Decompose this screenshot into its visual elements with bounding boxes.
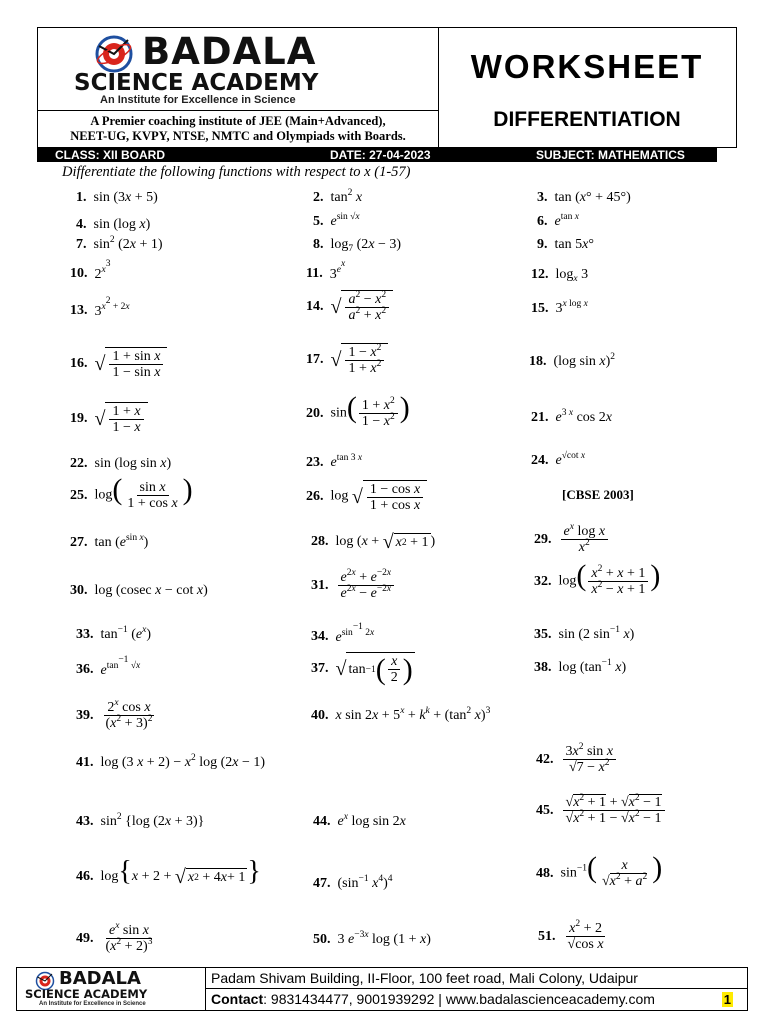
question-number: 29.	[534, 531, 552, 547]
academy-panel	[38, 28, 439, 147]
question-number: 36.	[76, 661, 94, 677]
expression: $e^x$ log sin 2x	[337, 812, 406, 829]
expression: log (x + √ x 2 + 1 )	[335, 531, 436, 553]
question-number: 46.	[76, 869, 94, 884]
question-number: 8.	[313, 237, 324, 252]
question-19	[70, 402, 148, 435]
page-number: 1	[723, 992, 731, 1007]
worksheet-topic: DIFFERENTIATION	[493, 108, 681, 131]
expression: x $\sin 2x + 5^x + k^k + (\tan^2$ x)$^3$	[335, 706, 491, 723]
expression: ($\sin^{-1}$ $x^4)^4$	[337, 874, 393, 891]
cbse-note	[562, 487, 634, 503]
question-number: 21.	[531, 410, 549, 425]
expression: $\tan^2 x$	[330, 188, 363, 205]
question-48	[536, 850, 663, 889]
expression: log (cosec x − cot x)	[94, 583, 208, 598]
question-13	[70, 296, 130, 320]
question-3	[537, 190, 631, 206]
question-number: 27.	[70, 535, 88, 550]
question-24	[531, 453, 585, 469]
subject-label: SUBJECT: MATHEMATICS	[536, 148, 685, 162]
question-41	[76, 755, 265, 771]
expression: √ $\frac{1 + x}{1 - x}$	[95, 402, 148, 435]
question-number: 9.	[537, 237, 548, 252]
expression: $3^{x log x}$	[555, 299, 588, 316]
question-number: 38.	[534, 660, 552, 675]
question-number: 19.	[70, 410, 88, 426]
expression: $2^{x^3}$	[94, 259, 111, 282]
question-number: 20.	[306, 405, 324, 421]
question-number: 25.	[70, 487, 88, 503]
question-49	[76, 923, 157, 954]
question-number: 4.	[76, 217, 87, 232]
expression: $3^{e^x}$	[329, 259, 346, 282]
expression: √ tan −1 ( $\frac{x}{2}$ )	[335, 652, 413, 686]
question-40	[311, 708, 490, 724]
footer-brand-subtitle: SCIENCE ACADEMY	[25, 987, 148, 1001]
question-4	[76, 217, 150, 233]
question-23	[306, 455, 362, 471]
question-5	[313, 214, 360, 230]
question-32	[534, 558, 661, 597]
expression: tan 5x°	[554, 237, 594, 252]
class-label: CLASS: XII BOARD	[55, 148, 166, 162]
footer-brand-name: BADALA	[59, 968, 141, 989]
question-15	[531, 301, 588, 317]
question-35	[534, 627, 634, 643]
question-51	[538, 921, 609, 952]
question-number: 18.	[529, 354, 547, 369]
question-number: 14.	[306, 298, 324, 314]
question-number: 39.	[76, 707, 94, 723]
worksheet-header	[37, 27, 737, 148]
question-number: 11.	[306, 265, 323, 281]
brand-subtitle: SCIENCE ACADEMY	[74, 70, 319, 96]
footer-address: Padam Shivam Building, II-Floor, 100 feet road, Mali Colony, Udaipur	[205, 968, 747, 989]
question-number: 32.	[534, 573, 552, 589]
expression: sin (2 $\sin^{-1} x$)	[558, 625, 635, 642]
question-12	[531, 267, 588, 283]
title-panel	[438, 28, 736, 147]
expression: $\frac{e^{2x} + e^{-2x}}{e^{2x} - e^{-2x}}$	[336, 570, 397, 601]
question-number: 6.	[537, 214, 548, 229]
cbse-reference: [CBSE 2003]	[562, 487, 634, 502]
question-29	[534, 524, 610, 555]
question-7	[76, 237, 163, 253]
question-number: 43.	[76, 814, 94, 829]
expression: $e^{√cot x}$	[555, 451, 586, 468]
coaching-description	[38, 114, 438, 144]
question-number: 15.	[531, 301, 549, 316]
contact-label: Contact	[211, 991, 264, 1007]
question-10	[70, 259, 111, 283]
expression: $e^{sin^{-1} 2x}$	[335, 622, 375, 645]
question-46	[76, 856, 261, 888]
question-14	[306, 290, 393, 323]
question-21	[531, 410, 612, 426]
question-25	[70, 472, 193, 511]
expression: $\sin^{-1}$( $\frac{x}{√x^2 + a^2}$ )	[560, 850, 663, 889]
question-number: 17.	[306, 351, 324, 367]
expression: √ $\frac{\text{1 + sin x}}{\text{1 − sin x}}$	[95, 347, 168, 380]
expression: √ $\frac{1 - x^2}{1 + x^2}$	[331, 343, 389, 376]
expression: $e^{tan^{-1} √x}$	[100, 655, 141, 678]
question-39	[76, 700, 157, 731]
question-number: 40.	[311, 708, 329, 723]
question-number: 1.	[76, 190, 87, 205]
question-33	[76, 627, 151, 643]
question-number: 37.	[311, 660, 329, 676]
question-6	[537, 214, 579, 230]
question-27	[70, 535, 148, 551]
question-8	[313, 237, 401, 253]
expression: $e^{tan x}$	[554, 212, 579, 229]
footer-logo-block	[17, 968, 206, 1010]
question-number: 30.	[70, 583, 88, 598]
question-9	[537, 237, 594, 253]
expression: $3^{x^2 + 2x}$	[94, 296, 130, 319]
question-1	[76, 190, 158, 206]
footer-contact	[205, 989, 747, 1010]
question-number: 51.	[538, 928, 556, 944]
question-43	[76, 814, 204, 830]
question-16	[70, 347, 167, 380]
question-number: 35.	[534, 627, 552, 642]
expression: $\frac{e^x \log x}{x^2}$	[559, 524, 611, 555]
question-number: 3.	[537, 190, 548, 205]
expression: $\frac{e^x \sin x}{(x^2 + 2)^3}$	[105, 921, 153, 954]
question-34	[311, 622, 375, 646]
expression: log( $\frac{x^2 + x + 1}{x^2 - x + 1}$ )	[558, 558, 661, 597]
expression: $\log_x 3$	[555, 267, 589, 284]
expression: sin (3x + 5)	[93, 190, 158, 205]
expression: log( $\frac{\text{sin x}}{\text{1 + cos x}}$ )	[94, 472, 193, 511]
question-42	[536, 744, 618, 775]
expression: 3 $e^{-3x}$ log (1 + x)	[337, 930, 431, 947]
question-number: 41.	[76, 755, 94, 770]
question-17	[306, 343, 388, 376]
expression: sin( $\frac{1 + x^2}{1 - x^2}$ )	[330, 390, 410, 429]
expression: √ $\frac{a^2 - x^2}{a^2 + x^2}$	[331, 290, 394, 323]
question-number: 33.	[76, 627, 94, 642]
question-37	[311, 652, 415, 685]
question-number: 44.	[313, 814, 331, 829]
question-20	[306, 390, 410, 429]
question-22	[70, 456, 171, 472]
academy-logo-block	[38, 28, 438, 111]
expression: (log sin x)$^2$	[553, 352, 616, 369]
expression: tan (x° + 45°)	[554, 190, 631, 205]
question-number: 42.	[536, 751, 554, 767]
coaching-line-2: NEET-UG, KVPY, NTSE, NMTC and Olympiads with Boards.	[70, 129, 406, 143]
instruction: Differentiate the following functions with respect to x (1-57)	[62, 164, 411, 180]
worksheet-title: WORKSHEET	[470, 48, 704, 85]
question-47	[313, 876, 393, 892]
expression: $e^{sin √x}$	[330, 212, 360, 229]
info-bar	[37, 148, 717, 162]
expression: sin (log x)	[93, 217, 151, 232]
question-number: 26.	[306, 488, 324, 504]
question-number: 45.	[536, 802, 554, 818]
question-number: 7.	[76, 237, 87, 252]
question-number: 48.	[536, 865, 554, 881]
expression: $\log_7 (2x - 3)$	[330, 237, 402, 254]
expression: $\log (\tan^{-1}$ x)	[558, 658, 627, 675]
expression: $\tan (e^{sin x})$	[94, 533, 149, 550]
expression: sin (log sin x)	[94, 456, 172, 471]
expression: $\frac{√x^2 + 1 + √x^2 - 1}{√x^2 + 1 - √x^2 - 1}$	[561, 795, 667, 826]
question-number: 49.	[76, 930, 94, 946]
question-45	[536, 795, 667, 826]
expression: $\frac{3x^2 \sin x}{√7 - x^2}$	[561, 744, 619, 775]
question-38	[534, 660, 626, 676]
question-26	[306, 480, 427, 513]
question-number: 23.	[306, 455, 324, 470]
question-number: 13.	[70, 302, 88, 318]
question-31	[311, 570, 396, 601]
question-number: 31.	[311, 577, 329, 593]
date-label: DATE: 27-04-2023	[330, 148, 431, 162]
question-number: 5.	[313, 214, 324, 229]
footer-brand-tagline: An Institute for Excellence in Science	[39, 1001, 146, 1007]
question-18	[529, 354, 615, 370]
expression: log (3 $x + 2) - x^2$ log (2x − 1)	[100, 753, 266, 770]
expression: $\frac{2^x \cos x}{(x^2 + 3)^2}$	[105, 698, 153, 731]
expression: $e^{tan 3 x}$	[330, 453, 363, 470]
question-number: 12.	[531, 267, 549, 282]
question-number: 28.	[311, 534, 329, 549]
worksheet-footer	[16, 967, 748, 1011]
contact-details: : 9831434477, 9001939292 | www.badalascienceacademy.com	[263, 991, 655, 1007]
question-2	[313, 190, 362, 206]
expression: $e^{3 x}$ cos 2x	[555, 408, 612, 425]
question-50	[313, 932, 431, 948]
question-30	[70, 583, 208, 599]
expression: log{x + 2 + √ x 2 + 4 x + 1 }	[100, 856, 261, 888]
expression: log √ $\frac{\text{1 − cos x}}{\text{1 + cos x}}$	[331, 480, 428, 513]
question-36	[76, 655, 141, 679]
question-number: 10.	[70, 265, 88, 281]
question-number: 47.	[313, 876, 331, 891]
question-number: 34.	[311, 628, 329, 644]
question-number: 22.	[70, 456, 88, 471]
question-number: 50.	[313, 932, 331, 947]
logo-icon	[94, 34, 134, 74]
question-number: 16.	[70, 355, 88, 371]
expression: $\tan^{-1} (e^x)$	[100, 625, 151, 642]
expression: $\sin^2 \{\log$ (2x + 3)}	[100, 812, 205, 829]
question-28	[311, 533, 435, 551]
question-number: 2.	[313, 190, 324, 205]
question-44	[313, 814, 406, 830]
question-11	[306, 259, 346, 283]
coaching-line-1: A Premier coaching institute of JEE (Main+Advanced),	[90, 114, 386, 128]
question-number: 24.	[531, 453, 549, 468]
expression: $\sin^2 (2x + 1)$	[93, 235, 163, 252]
brand-name: BADALA	[142, 30, 317, 73]
brand-tagline: An Institute for Excellence in Science	[100, 94, 296, 106]
expression: $\frac{x^2 + 2}{\text{√cos x}}$	[567, 919, 604, 952]
